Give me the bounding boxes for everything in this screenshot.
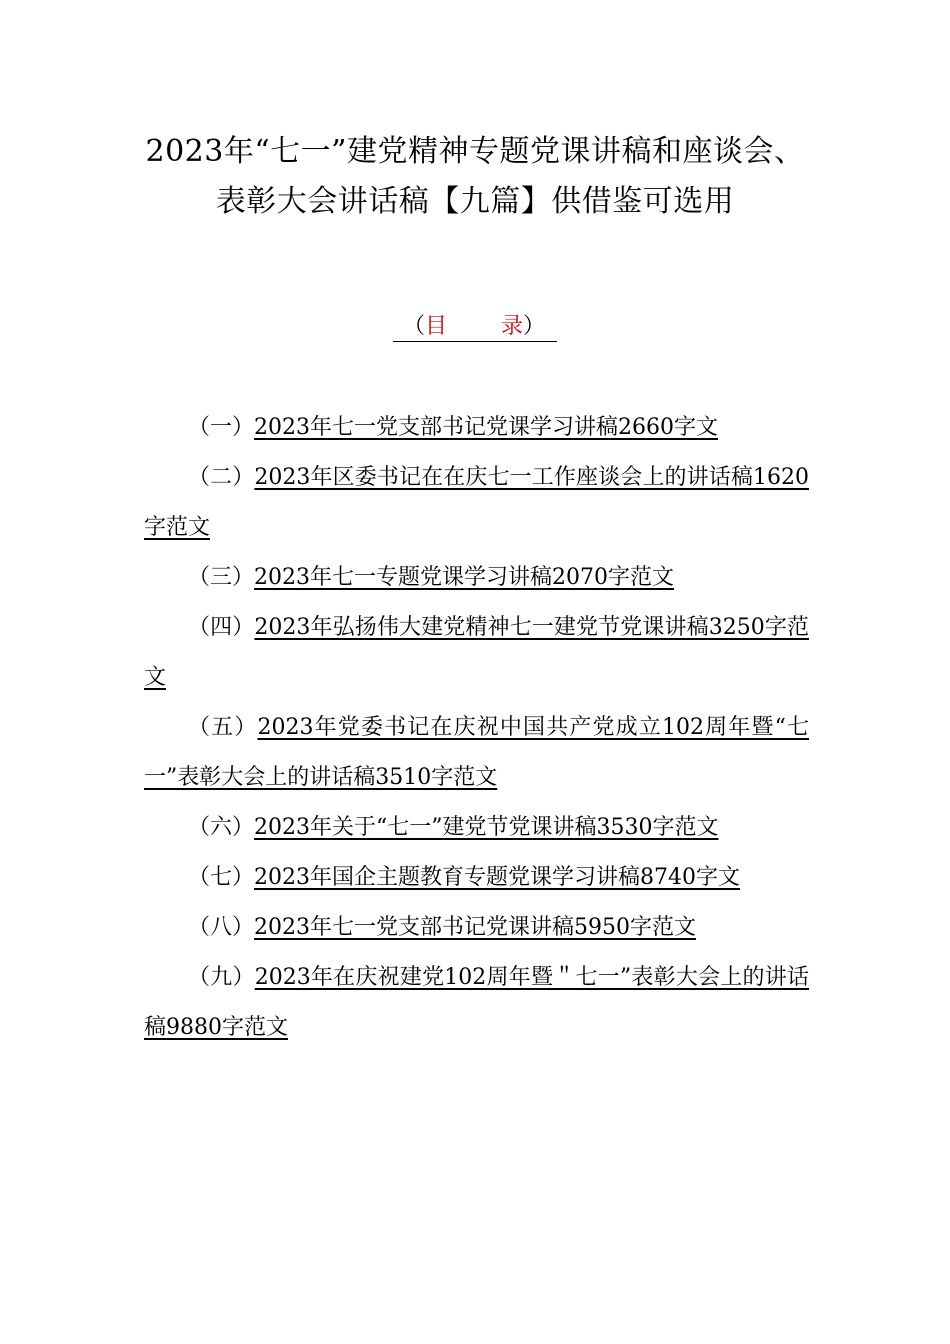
toc-entry-link[interactable]: 2023年区委书记在在庆七一工作座谈会上的讲话稿1620字范文 <box>144 465 809 540</box>
document-title-line-2: 表彰大会讲话稿【九篇】供借鉴可选用 <box>215 184 735 219</box>
toc-entry-number: （二） <box>188 465 255 490</box>
toc-entry-2[interactable] <box>144 453 809 553</box>
toc-entry-8[interactable] <box>144 903 809 953</box>
toc-heading <box>0 312 950 342</box>
toc-entry-1[interactable] <box>144 403 809 453</box>
toc-entry-link[interactable]: 2023年弘扬伟大建党精神七一建党节党课讲稿3250字范文 <box>144 615 809 690</box>
toc-entry-link[interactable]: 2023年七一党支部书记党课学习讲稿2660字文 <box>254 415 718 440</box>
toc-entry-9[interactable] <box>144 953 809 1053</box>
toc-entry-link[interactable]: 2023年国企主题教育专题党课学习讲稿8740字文 <box>254 865 740 890</box>
toc-entry-link[interactable]: 2023年七一党支部书记党课讲稿5950字范文 <box>254 915 696 940</box>
toc-entry-link[interactable]: 2023年七一专题党课学习讲稿2070字范文 <box>254 565 674 590</box>
toc-entry-number: （八） <box>188 915 255 940</box>
toc-entry-7[interactable] <box>144 853 809 903</box>
toc-entry-link[interactable]: 2023年在庆祝建党102周年暨＂七一”表彰大会上的讲话稿9880字范文 <box>144 965 809 1040</box>
table-of-contents <box>144 403 809 1053</box>
toc-heading-char-1: 目 <box>424 314 447 339</box>
toc-heading-open-paren: （ <box>402 314 425 339</box>
toc-heading-char-2: 录 <box>501 314 524 339</box>
toc-entry-number: （三） <box>188 565 255 590</box>
toc-entry-5[interactable] <box>144 703 809 803</box>
toc-entry-3[interactable] <box>144 553 809 603</box>
toc-entry-6[interactable] <box>144 803 809 853</box>
toc-entry-number: （五） <box>188 715 258 740</box>
toc-entry-number: （六） <box>188 815 255 840</box>
document-title-line-1: 2023年“七一”建党精神专题党课讲稿和座谈会、 <box>145 134 805 169</box>
toc-entry-link[interactable]: 2023年关于“七一”建党节党课讲稿3530字范文 <box>254 815 719 840</box>
toc-entry-number: （七） <box>188 865 255 890</box>
toc-heading-underline <box>393 313 557 342</box>
toc-heading-close-paren: ） <box>523 314 546 339</box>
toc-entry-4[interactable] <box>144 603 809 703</box>
toc-entry-link[interactable]: 2023年党委书记在庆祝中国共产党成立102周年暨“七一”表彰大会上的讲话稿3510字范文 <box>144 715 809 790</box>
toc-entry-number: （四） <box>188 615 255 640</box>
toc-entry-number: （一） <box>188 415 255 440</box>
toc-entry-number: （九） <box>188 965 255 990</box>
